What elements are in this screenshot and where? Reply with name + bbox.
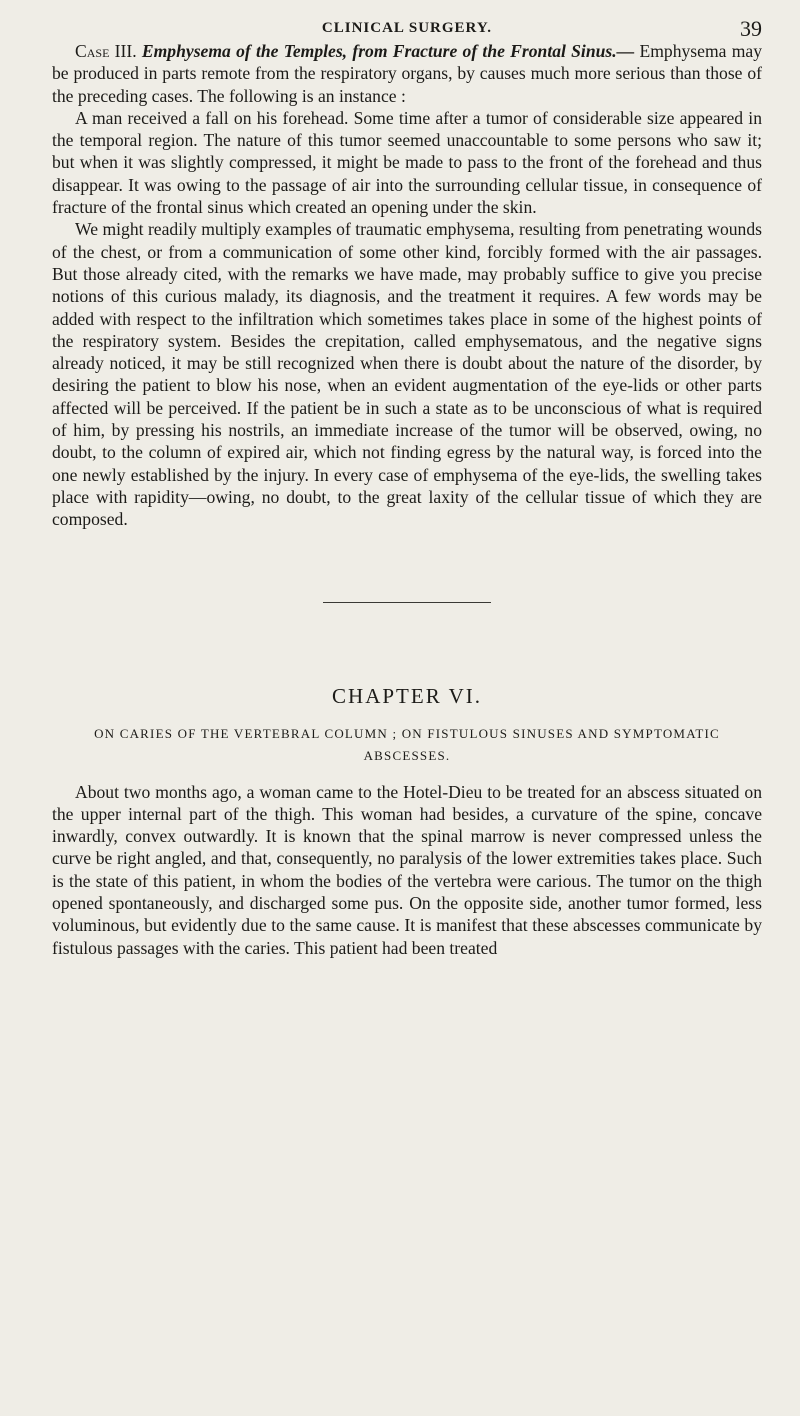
running-head-title: CLINICAL SURGERY.	[321, 20, 493, 36]
body-paragraph: A man received a fall on his forehead. Some time after a tumor of considerable size appeared in the temporal region. The nature of this tumor seemed unaccountable to some persons who saw it; but when it was slightly compressed, it might be made to pass to the front of the forehead and thus disappear. It was owing to the passage of air into the surrounding cellular tissue, in consequence of fracture of the frontal sinus which created an opening under the skin.	[52, 107, 762, 218]
case-intro-paragraph	[52, 40, 762, 107]
running-head	[52, 0, 762, 40]
section-divider	[323, 602, 491, 603]
case-intro-text: Emphysema may be produced in parts remote from the respiratory organs, by causes much more serious than those of the preceding cases. The following is an instance :	[52, 41, 762, 106]
chapter-heading: CHAPTER VI.	[332, 683, 482, 708]
case-title: Emphysema of the Temples, from Fracture of the Frontal Sinus.—	[141, 41, 635, 61]
chapter-subtitle: ON CARIES OF THE VERTEBRAL COLUMN ; ON FISTULOUS SINUSES AND SYMPTOMATIC ABSCESSES.	[94, 725, 720, 763]
case-label: Case III.	[75, 41, 137, 61]
page-number: 39	[740, 16, 762, 41]
body-paragraph: We might readily multiply examples of traumatic emphysema, resulting from penetrating wounds of the chest, or from a communication of some other kind, forcibly formed with the air passages. But those already cited, with the remarks we have made, may probably suffice to give you precise notions of this curious malady, its diagnosis, and the treatment it requires. A few words may be added with respect to the infiltration which sometimes takes place in some of the highest points of the respiratory system. Besides the crepitation, called emphysematous, and the negative signs already noticed, it may be still recognized when there is doubt about the nature of the disorder, by desiring the patient to blow his nose, when an evident augmentation of the eye-lids or other parts affected will be perceived. If the patient be in such a state as to be unconscious of what is required of him, by pressing his nostrils, an immediate increase of the tumor will be observed, owing, no doubt, to the column of expired air, which not finding egress by the natural way, is forced into the one newly established by the injury. In every case of emphysema of the eye-lids, the swelling takes place with rapidity—owing, no doubt, to the great laxity of the cellular tissue of which they are composed.	[52, 219, 762, 530]
chapter-section	[52, 781, 762, 959]
case-section	[52, 40, 762, 531]
chapter-paragraph: About two months ago, a woman came to the Hotel-Dieu to be treated for an abscess situated on the upper internal part of the thigh. This woman had besides, a curvature of the spine, concave inwardly, convex outwardly. It is known that the spinal marrow is never compressed unless the curve be right angled, and that, consequently, no paralysis of the lower extremities takes place. Such is the state of this patient, in whom the bodies of the vertebra were carious. The tumor on the thigh opened spontaneously, and discharged some pus. On the opposite side, another tumor formed, less voluminous, but evidently due to the same cause. It is manifest that these abscesses communicate by fistulous passages with the caries. This patient had been treated	[52, 781, 762, 958]
